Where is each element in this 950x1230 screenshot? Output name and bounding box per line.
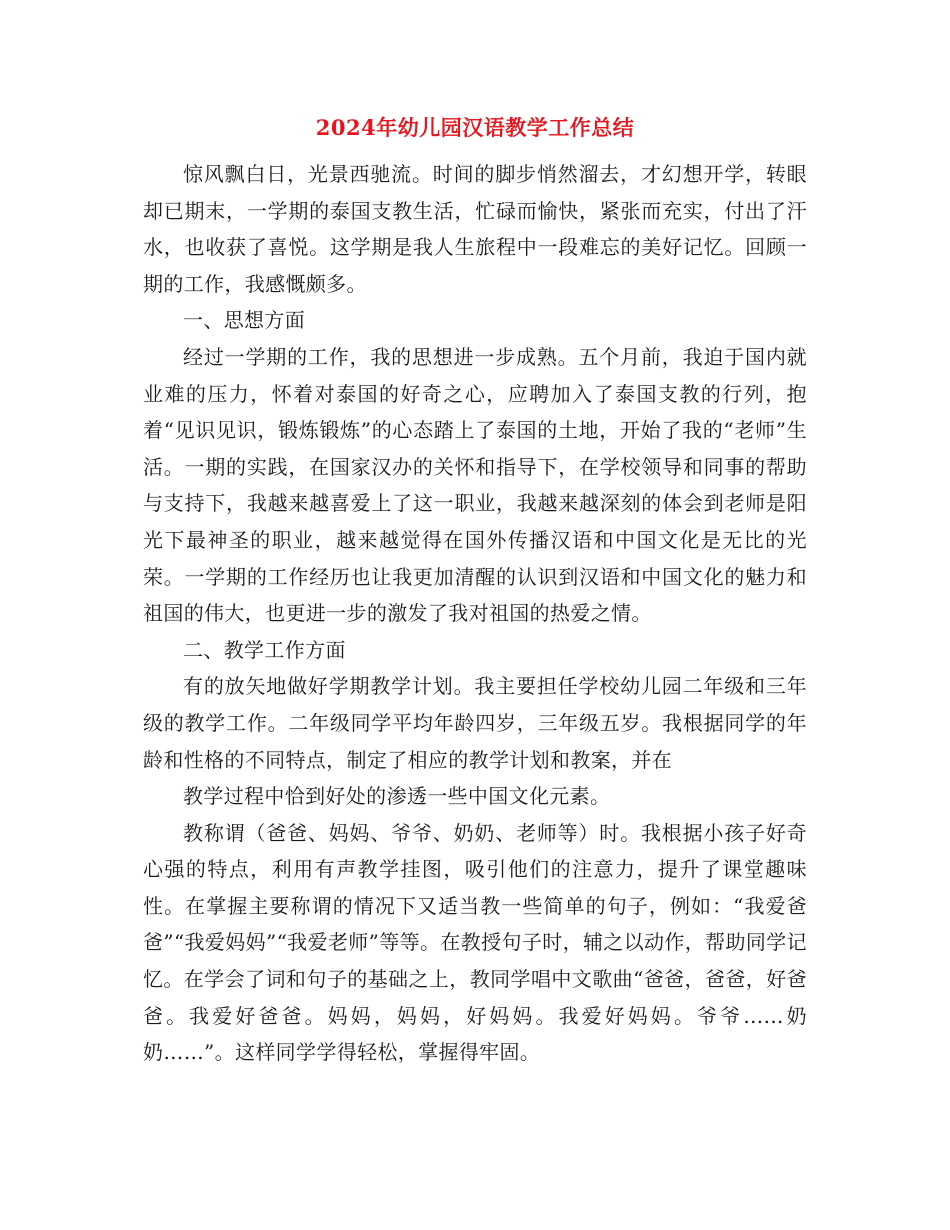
section-heading-teaching: 二、教学工作方面 [183, 637, 346, 662]
paragraph-teaching-plan: 有的放矢地做好学期教学计划。我主要担任学校幼儿园二年级和三年级的教学工作。二年级同学平均年龄四岁，三年级五岁。我根据同学的年龄和性格的不同特点，制定了相应的教学计划和教案，并在 [143, 674, 807, 772]
paragraph-thought: 经过一学期的工作，我的思想进一步成熟。五个月前，我迫于国内就业难的压力，怀着对泰国的好奇之心，应聘加入了泰国支教的行列，抱着“见识见识，锻炼锻炼”的心态踏上了泰国的土地，开始了我的“老师”生活。一期的实践，在国家汉办的关怀和指导下，在学校领导和同事的帮助与支持下，我越来越喜爱上了这一职业，我越来越深刻的体会到老师是阳光下最神圣的职业，越来越觉得在国外传播汉语和中国文化是无比的光荣。一学期的工作经历也让我更加清醒的认识到汉语和中国文化的魅力和祖国的伟大，也更进一步的激发了我对祖国的热爱之情。 [143, 344, 807, 626]
document-body [143, 156, 807, 1071]
paragraph-teaching-plan-continued: 教学过程中恰到好处的渗透一些中国文化元素。 [183, 784, 611, 809]
document-title: 2024年幼儿园汉语教学工作总结 [315, 115, 635, 140]
paragraph-teaching-titles: 教称谓（爸爸、妈妈、爷爷、奶奶、老师等）时。我根据小孩子好奇心强的特点，利用有声教学挂图，吸引他们的注意力，提升了课堂趣味性。在掌握主要称谓的情况下又适当教一些简单的句子，例如：“我爱爸爸”“我爱妈妈”“我爱老师”等等。在教授句子时，辅之以动作，帮助同学记忆。在学会了词和句子的基础之上，教同学唱中文歌曲“爸爸，爸爸，好爸爸。我爱好爸爸。妈妈，妈妈，好妈妈。我爱好妈妈。爷爷……奶奶……”。这样同学学得轻松，掌握得牢固。 [143, 820, 807, 1065]
section-heading-thought: 一、思想方面 [183, 308, 306, 333]
paragraph-intro: 惊风飘白日，光景西驰流。时间的脚步悄然溜去，才幻想开学，转眼却已期末，一学期的泰国支教生活，忙碌而愉快，紧张而充实，付出了汗水，也收获了喜悦。这学期是我人生旅程中一段难忘的美好记忆。回顾一期的工作，我感慨颇多。 [143, 162, 807, 296]
